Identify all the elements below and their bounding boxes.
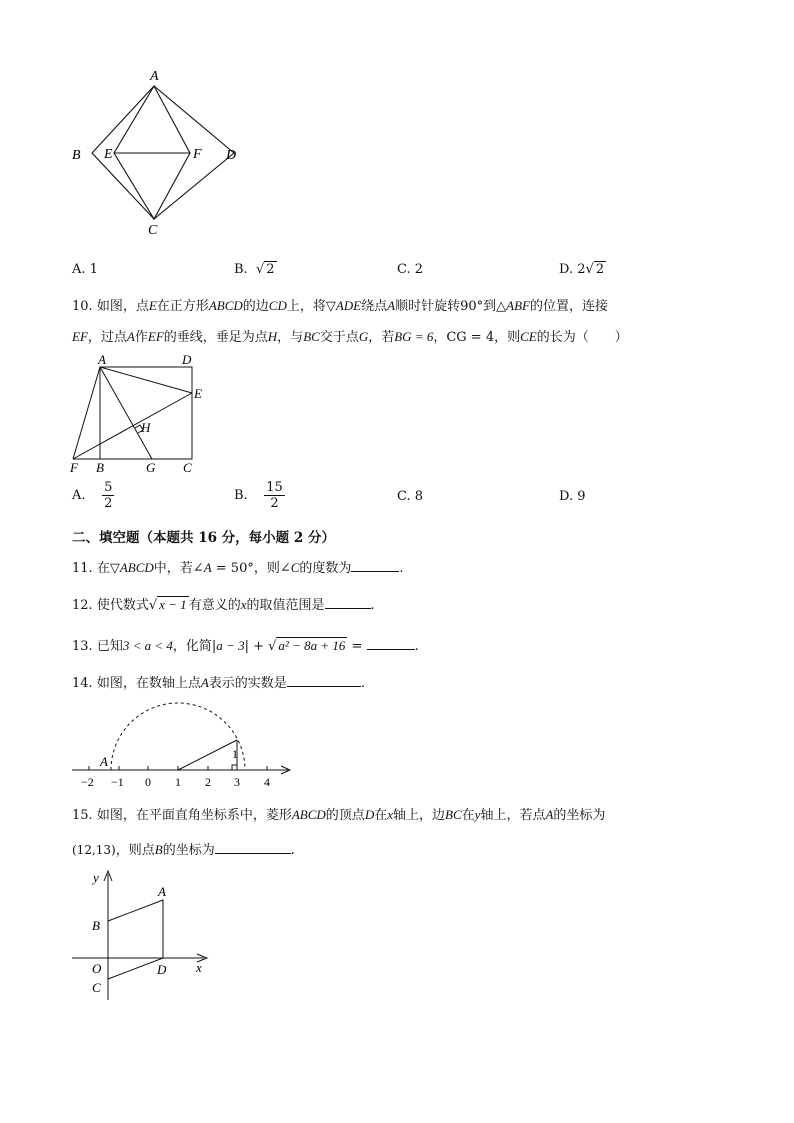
q14-label-one: 1 bbox=[232, 747, 238, 761]
q10-option-d[interactable]: D. 9 bbox=[559, 489, 586, 504]
q15-label-d: D bbox=[157, 962, 167, 977]
q14-tick-label-0: 0 bbox=[145, 775, 151, 789]
q14-tick-label-3: 3 bbox=[234, 775, 240, 789]
q14-answer-blank[interactable] bbox=[287, 672, 361, 687]
q14-hypotenuse bbox=[178, 740, 237, 770]
q10-segment-af bbox=[73, 367, 100, 459]
q10-label-c: C bbox=[183, 460, 192, 475]
q13-answer-blank[interactable] bbox=[367, 635, 415, 650]
q15-label-x: x bbox=[196, 960, 202, 975]
q14-label-a: A bbox=[100, 754, 108, 769]
q10-label-d: D bbox=[182, 352, 192, 367]
q11-answer-blank[interactable] bbox=[351, 557, 399, 572]
q9-option-b[interactable]: B. √ 2 bbox=[234, 262, 275, 277]
q10-label-a: A bbox=[98, 352, 106, 367]
q10-label-g: G bbox=[146, 460, 156, 475]
q9-label-a: A bbox=[150, 69, 159, 84]
q9-label-e: E bbox=[104, 147, 113, 162]
q10-square bbox=[100, 367, 192, 459]
q14-tick-label-m2: −2 bbox=[81, 775, 94, 789]
q10-label-b: B bbox=[96, 460, 104, 475]
q10-segment-ag bbox=[100, 367, 152, 459]
q10-option-c[interactable]: C. 8 bbox=[397, 489, 424, 504]
q10-stem-line2: EF，过点A作EF的垂线，垂足为点H，与BC交于点G，若BG = 6，CG = 4，则CE的长为（ ） bbox=[72, 329, 628, 345]
q15-label-a: A bbox=[158, 884, 166, 899]
q9-figure bbox=[60, 62, 260, 242]
q10-stem-line1: 10. 如图，点E在正方形ABCD的边CD上，将▽ADE绕点A顺时针旋转90°到△ABF的位置，连接 bbox=[72, 298, 608, 314]
q14-tick-label-1: 1 bbox=[175, 775, 181, 789]
q15-answer-blank[interactable] bbox=[215, 839, 291, 854]
q14-tick-label-4: 4 bbox=[264, 775, 270, 789]
q10-segment-fe bbox=[73, 393, 192, 459]
q12-stem: 12. 使代数式√ x − 1 有意义的x的取值范围是 . bbox=[72, 594, 375, 615]
q15-label-b: B bbox=[92, 918, 100, 933]
q10-label-e: E bbox=[194, 386, 202, 401]
q15-stem-line1: 15. 如图，在平面直角坐标系中，菱形ABCD的顶点D在x轴上，边BC在y轴上，若点A的坐标为 bbox=[72, 807, 606, 823]
q14-dashed-arc bbox=[111, 703, 245, 770]
q15-figure bbox=[66, 866, 216, 1006]
q10-label-h: H bbox=[141, 420, 151, 435]
q9-label-c: C bbox=[148, 223, 158, 238]
q10-figure bbox=[64, 350, 214, 475]
q9-option-d[interactable]: D. 2√ 2 bbox=[559, 262, 605, 277]
q9-label-f: F bbox=[193, 147, 202, 162]
q13-stem: 13. 已知3 < a < 4，化简|a − 3| + √ a² − 8a + 16 = . bbox=[72, 635, 419, 656]
section-title: 二、填空题（本题共 16 分，每小题 2 分） bbox=[72, 530, 335, 546]
q15-rhombus bbox=[108, 900, 163, 979]
q15-label-o: O bbox=[92, 961, 102, 976]
q11-stem: 11. 在▽ABCD中，若∠A = 50°，则∠C的度数为 . bbox=[72, 557, 404, 578]
q10-label-f: F bbox=[70, 460, 78, 475]
q9-option-a[interactable]: A. 1 bbox=[72, 262, 98, 277]
q9-label-b: B bbox=[72, 148, 81, 163]
q14-tick-label-m1: −1 bbox=[111, 775, 124, 789]
q14-right-angle-mark bbox=[232, 765, 237, 770]
q15-label-y: y bbox=[93, 870, 99, 885]
q14-stem: 14. 如图，在数轴上点A表示的实数是 . bbox=[72, 672, 365, 693]
q14-figure bbox=[66, 700, 302, 795]
q14-tick-label-2: 2 bbox=[205, 775, 211, 789]
q9-label-d: D bbox=[226, 148, 237, 163]
q12-answer-blank[interactable] bbox=[325, 594, 371, 609]
q10-option-a[interactable]: A. $\frac{5}{2}$ bbox=[72, 480, 113, 511]
q9-option-c[interactable]: C. 2 bbox=[397, 262, 424, 277]
q10-option-b[interactable]: B. $\frac{15}{2}$ bbox=[234, 480, 283, 511]
q15-stem-line2: (12,13)，则点B的坐标为 . bbox=[72, 839, 295, 860]
q10-segment-ae bbox=[100, 367, 192, 393]
q15-label-c: C bbox=[92, 980, 101, 995]
